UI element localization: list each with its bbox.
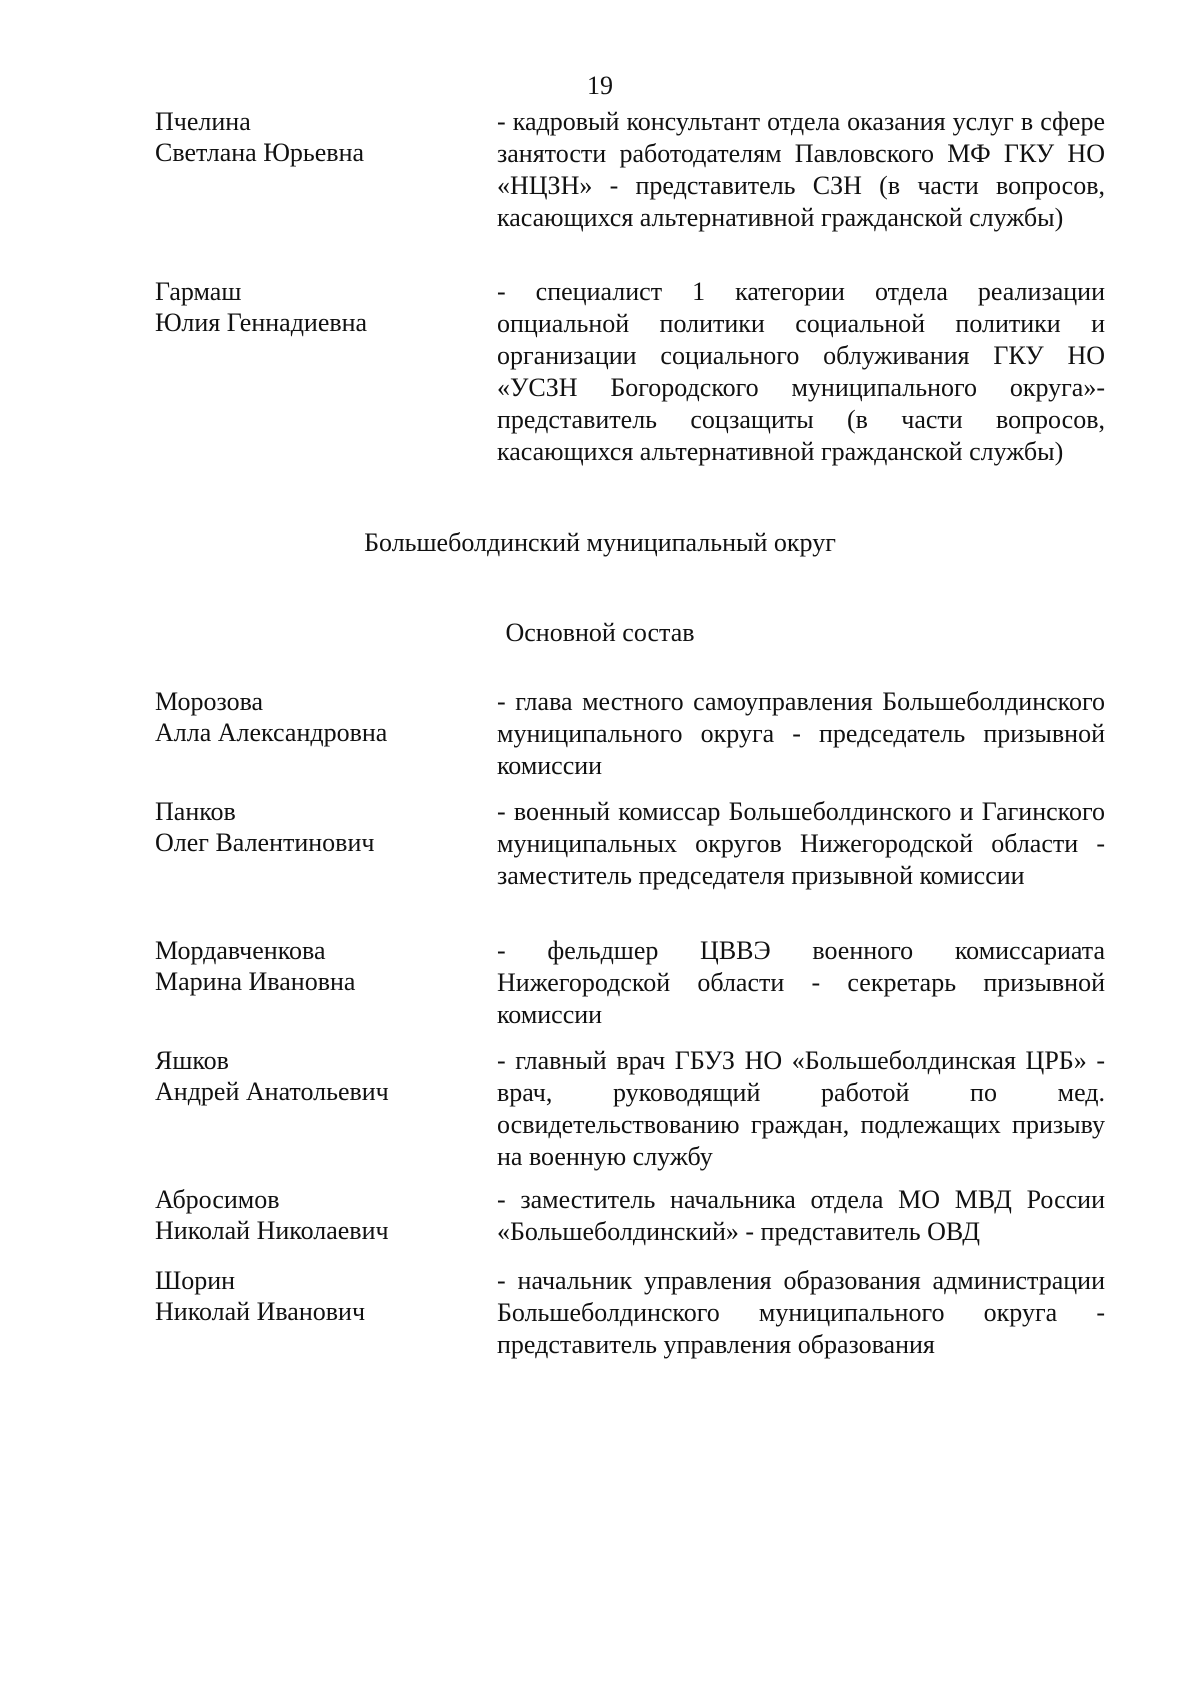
member-name xyxy=(155,1184,485,1246)
composition-title: Основной состав xyxy=(505,618,695,647)
member-given-names: Светлана Юрьевна xyxy=(155,138,365,167)
member-role: - военный комиссар Большеболдинского и Гагинского муниципальных округов Нижегородской области - заместитель председателя призывной комиссии xyxy=(497,797,1105,890)
member-role: - заместитель начальника отдела МО МВД России «Большеболдинский» - представитель ОВД xyxy=(497,1185,1105,1246)
member-role: - глава местного самоуправления Большеболдинского муниципального округа - председатель призывной комиссии xyxy=(497,687,1105,780)
member-name xyxy=(155,796,485,858)
member-given-names: Юлия Геннадиевна xyxy=(155,308,368,337)
member-name xyxy=(155,106,485,168)
member-given-names: Николай Иванович xyxy=(155,1297,366,1326)
member-name xyxy=(155,686,485,748)
member-surname: Панков xyxy=(155,797,236,826)
member-role: - фельдшер ЦВВЭ военного комиссариата Нижегородской области - секретарь призывной комиссии xyxy=(497,936,1105,1029)
member-given-names: Николай Николаевич xyxy=(155,1216,389,1245)
member-surname: Яшков xyxy=(155,1046,229,1075)
member-surname: Гармаш xyxy=(155,277,242,306)
member-role: - главный врач ГБУЗ НО «Большеболдинская ЦРБ» - врач, руководящий работой по мед. освидетельствованию граждан, подлежащих призыву на военную службу xyxy=(497,1046,1105,1171)
member-role: - специалист 1 категории отдела реализации опциальной политики социальной политики и организации социального облуживания ГКУ НО «УСЗН Богородского муниципального округа»- представитель соцзащиты (в части вопросов, касающихся альтернативной гражданской службы) xyxy=(497,277,1105,466)
member-name xyxy=(155,1045,485,1107)
member-name xyxy=(155,276,485,338)
member-surname: Мордавченкова xyxy=(155,936,326,965)
member-surname: Пчелина xyxy=(155,107,251,136)
district-title: Большеболдинский муниципальный округ xyxy=(364,528,836,557)
member-surname: Шорин xyxy=(155,1266,236,1295)
member-given-names: Алла Александровна xyxy=(155,718,388,747)
member-given-names: Марина Ивановна xyxy=(155,967,356,996)
member-surname: Абросимов xyxy=(155,1185,280,1214)
member-given-names: Олег Валентинович xyxy=(155,828,375,857)
member-given-names: Андрей Анатольевич xyxy=(155,1077,389,1106)
member-name xyxy=(155,935,485,997)
member-role: - начальник управления образования администрации Большеболдинского муниципального округа - представитель управления образования xyxy=(497,1266,1105,1359)
member-name xyxy=(155,1265,485,1327)
member-role: - кадровый консультант отдела оказания услуг в сфере занятости работодателям Павловского МФ ГКУ НО «НЦЗН» - представитель СЗН (в части вопросов, касающихся альтернативной гражданской службы) xyxy=(497,107,1105,232)
page-number: 19 xyxy=(587,71,613,100)
member-surname: Морозова xyxy=(155,687,264,716)
